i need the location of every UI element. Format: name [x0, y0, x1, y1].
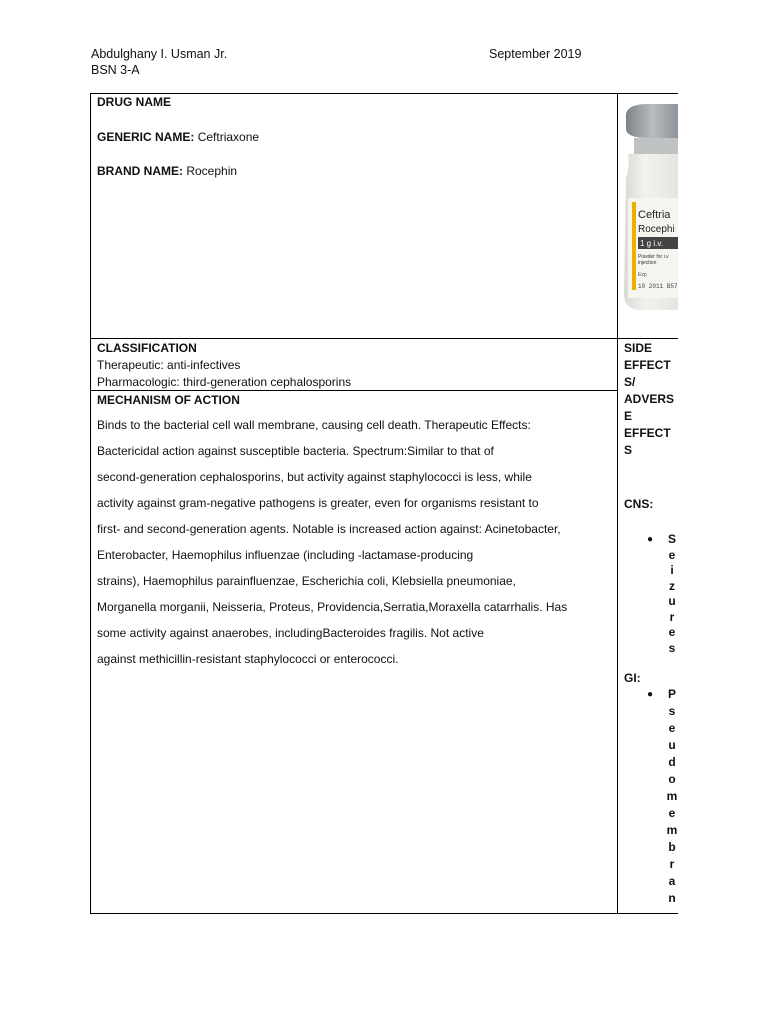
vial-label-line4: Powder for i.v — [638, 254, 669, 260]
vial-label-line2: Rocephi — [638, 224, 675, 235]
mechanism-line: Binds to the bacterial cell wall membrane, causing cell death. Therapeutic Effects: — [97, 418, 531, 432]
vial-label-line6: Exp — [638, 272, 647, 278]
mechanism-line: some activity against anaerobes, includingBacteroides fragilis. Not active — [97, 626, 484, 640]
ceftriaxone-vial-photo — [618, 94, 678, 338]
author-name: Abdulghany I. Usman Jr. — [91, 47, 228, 61]
mechanism-line: activity against gram-negative pathogens is greater, even for organisms resistant to — [97, 496, 539, 510]
generic-name — [97, 130, 259, 144]
side-effects-heading: SIDE EFFECT S/ ADVERS E EFFECT S — [624, 341, 675, 457]
generic-name-label: GENERIC NAME: — [97, 130, 195, 144]
vial-label-line3: 1 g i.v. — [640, 239, 663, 248]
mechanism-line: second-generation cephalosporins, but activity against staphylococci is less, while — [97, 470, 532, 484]
brand-name-label: BRAND NAME: — [97, 164, 183, 178]
brand-name-value: Rocephin — [186, 164, 238, 178]
mechanism-heading: MECHANISM OF ACTION — [97, 393, 240, 407]
vial-label-line5: injection — [638, 260, 657, 266]
generic-name-value: Ceftriaxone — [197, 130, 260, 144]
mechanism-line: strains), Haemophilus parainfluenzae, Escherichia coli, Klebsiella pneumoniae, — [97, 574, 516, 588]
pharmacologic-class: Pharmacologic: third-generation cephalosporins — [97, 375, 352, 389]
classification-heading: CLASSIFICATION — [97, 341, 197, 355]
mechanism-line: first- and second-generation agents. Notable is increased action against: Acinetobacter, — [97, 522, 561, 536]
mechanism-line: Morganella morganii, Neisseria, Proteus, Providencia,Serratia,Moraxella catarrhalis. Has — [97, 600, 568, 614]
gi-label: GI: — [624, 671, 641, 685]
mechanism-line: Bactericidal action against susceptible bacteria. Spectrum:Similar to that of — [97, 444, 494, 458]
mechanism-line: against methicillin-resistant staphylococci or enterococci. — [97, 652, 399, 666]
cns-label: CNS: — [624, 497, 654, 511]
brand-name — [97, 164, 237, 178]
vial-label-line1: Ceftria — [638, 209, 671, 221]
mechanism-line: Enterobacter, Haemophilus influenzae (including -lactamase-producing — [97, 548, 474, 562]
therapeutic-class: Therapeutic: anti-infectives — [97, 358, 241, 372]
bullet-icon: ● — [647, 534, 654, 545]
student-section: BSN 3-A — [91, 63, 140, 77]
vial-label-line7: 10 2011 B57 — [638, 283, 678, 290]
mechanism-text — [97, 412, 567, 672]
document-date: September 2019 — [489, 47, 582, 61]
bullet-icon: ● — [647, 689, 654, 700]
drug-name-heading: DRUG NAME — [97, 95, 171, 109]
